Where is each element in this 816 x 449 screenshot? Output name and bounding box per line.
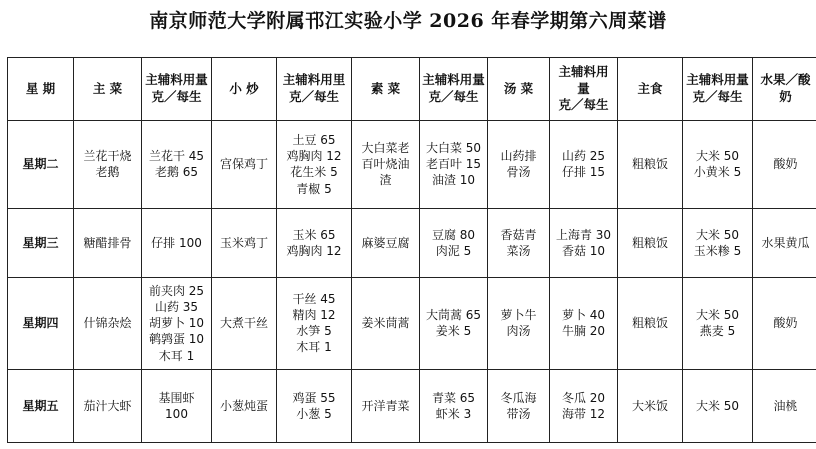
cell-text: 仔排 100 xyxy=(151,235,202,250)
cell-soup xyxy=(488,208,550,277)
cell-text: 老鹅 65 xyxy=(154,165,199,180)
cell-main-dish xyxy=(74,277,142,369)
cell-text: 酸奶 xyxy=(773,316,798,331)
cell-text: 老鹅 xyxy=(95,165,120,180)
cell-text: 老百叶 15 xyxy=(425,157,482,172)
cell-text: 前夹肉 25 xyxy=(148,283,205,298)
header-line: 星 期 xyxy=(25,80,56,96)
cell-text: 星期三 xyxy=(22,235,59,250)
cell-text: 开洋青菜 xyxy=(361,398,410,413)
cell-text: 百叶烧油 xyxy=(361,157,410,172)
cell-main-ingredients xyxy=(142,369,212,442)
cell-text: 茄汁大虾 xyxy=(83,398,132,413)
cell-text: 麻婆豆腐 xyxy=(361,235,410,250)
cell-stir-fry xyxy=(212,277,277,369)
cell-text: 水笋 5 xyxy=(296,324,332,339)
header-cell xyxy=(352,58,420,121)
cell-text: 木耳 1 xyxy=(158,348,195,363)
cell-text: 肉汤 xyxy=(506,324,531,339)
cell-text: 菜汤 xyxy=(506,243,531,258)
cell-veg-dish xyxy=(352,208,420,277)
cell-staple-ingredients xyxy=(683,121,753,209)
cell-text: 油渣 10 xyxy=(431,173,476,188)
cell-text: 玉米 65 xyxy=(292,227,336,242)
cell-main-dish xyxy=(74,369,142,442)
header-line: 主食 xyxy=(637,80,663,96)
cell-main-ingredients xyxy=(142,208,212,277)
header-line: 水果／酸 xyxy=(760,72,811,88)
cell-text: 肉泥 5 xyxy=(435,243,472,258)
cell-text: 山药排 xyxy=(500,149,537,164)
header-line: 克／每生 xyxy=(151,89,202,104)
cell-main-dish xyxy=(74,208,142,277)
header-line: 素 菜 xyxy=(370,80,401,96)
cell-soup xyxy=(488,369,550,442)
header-cell xyxy=(550,58,618,121)
cell-soup xyxy=(488,121,550,209)
cell-soup-ingredients xyxy=(550,369,618,442)
cell-text: 香菇 10 xyxy=(561,243,606,258)
cell-text: 青菜 65 xyxy=(431,390,476,405)
cell-text: 鸡蛋 55 xyxy=(292,390,336,405)
header-line: 汤 菜 xyxy=(503,80,534,96)
cell-staple-ingredients xyxy=(683,277,753,369)
cell-staple xyxy=(618,277,683,369)
header-line: 主辅料用里 xyxy=(282,72,346,88)
cell-veg-dish xyxy=(352,369,420,442)
header-line: 主辅料用 xyxy=(558,63,609,79)
cell-veg-ingredients xyxy=(420,121,488,209)
cell-text: 大米 50 xyxy=(695,308,740,323)
cell-text: 木耳 1 xyxy=(296,340,332,355)
cell-text: 小黄米 5 xyxy=(693,165,742,180)
header-line: 奶 xyxy=(779,89,792,104)
cell-stir-fry xyxy=(212,208,277,277)
cell-text: 糖醋排骨 xyxy=(83,235,132,250)
cell-day xyxy=(8,121,74,209)
header-cell xyxy=(420,58,488,121)
cell-main-ingredients xyxy=(142,121,212,209)
cell-text: 鸡胸肉 12 xyxy=(286,149,342,164)
header-line: 克／每生 xyxy=(558,97,609,113)
cell-stir-fry-ingredients xyxy=(277,277,352,369)
cell-text: 花生米 5 xyxy=(290,165,338,180)
cell-text: 燕麦 5 xyxy=(699,324,736,339)
page-title: 南京师范大学附属邗江实验小学 2026 年春学期第六周菜谱 xyxy=(149,10,667,32)
cell-text: 100 xyxy=(165,406,188,421)
cell-text: 鹌鹑蛋 10 xyxy=(148,332,205,347)
cell-stir-fry xyxy=(212,121,277,209)
cell-text: 油桃 xyxy=(773,398,798,413)
cell-text: 小葱炖蛋 xyxy=(219,398,268,413)
table-row xyxy=(8,121,816,209)
cell-text: 玉米糁 5 xyxy=(693,243,742,258)
header-cell xyxy=(212,58,277,121)
header-row xyxy=(8,58,816,121)
cell-veg-ingredients xyxy=(420,369,488,442)
cell-text: 虾米 3 xyxy=(435,406,472,421)
cell-staple-ingredients xyxy=(683,369,753,442)
cell-text: 什锦杂烩 xyxy=(83,316,132,331)
cell-text: 冬瓜海 xyxy=(500,390,537,405)
cell-fruit-yogurt xyxy=(753,277,816,369)
cell-text: 星期五 xyxy=(22,398,59,413)
cell-day xyxy=(8,208,74,277)
header-cell xyxy=(142,58,212,121)
cell-stir-fry-ingredients xyxy=(277,121,352,209)
header-cell xyxy=(488,58,550,121)
header-line: 克／每生 xyxy=(288,89,339,104)
cell-text: 兰花干 45 xyxy=(148,149,205,164)
cell-text: 粗粮饭 xyxy=(631,316,668,331)
cell-staple-ingredients xyxy=(683,208,753,277)
cell-text: 牛腩 20 xyxy=(561,324,606,339)
cell-soup-ingredients xyxy=(550,121,618,209)
table-row xyxy=(8,277,816,369)
cell-soup xyxy=(488,277,550,369)
cell-text: 萝卜牛 xyxy=(500,308,537,323)
cell-text: 骨汤 xyxy=(506,165,531,180)
cell-soup-ingredients xyxy=(550,208,618,277)
cell-text: 山药 35 xyxy=(154,299,199,314)
menu-body xyxy=(8,121,816,443)
table-row xyxy=(8,208,816,277)
cell-text: 水果黄瓜 xyxy=(761,235,810,250)
cell-main-dish xyxy=(74,121,142,209)
cell-text: 大米 50 xyxy=(695,149,740,164)
cell-text: 宫保鸡丁 xyxy=(219,157,268,172)
cell-text: 兰花干烧 xyxy=(83,149,132,164)
cell-text: 酸奶 xyxy=(773,157,798,172)
cell-veg-dish xyxy=(352,277,420,369)
cell-text: 大米饭 xyxy=(631,398,668,413)
cell-text: 干丝 45 xyxy=(292,291,336,306)
header-cell xyxy=(753,58,816,121)
header-cell xyxy=(618,58,683,121)
cell-text: 冬瓜 20 xyxy=(561,390,606,405)
cell-text: 大茼蒿 65 xyxy=(425,308,482,323)
header-line: 主 菜 xyxy=(92,80,123,96)
header-cell xyxy=(8,58,74,121)
header-line: 克／每生 xyxy=(692,89,743,104)
cell-stir-fry-ingredients xyxy=(277,208,352,277)
cell-staple xyxy=(618,121,683,209)
cell-stir-fry-ingredients xyxy=(277,369,352,442)
header-line: 量 xyxy=(577,80,590,96)
cell-text: 玉米鸡丁 xyxy=(219,235,268,250)
cell-text: 豆腐 80 xyxy=(431,227,476,242)
cell-text: 海带 12 xyxy=(561,406,606,421)
cell-text: 大米 50 xyxy=(695,227,740,242)
header-cell xyxy=(74,58,142,121)
header-line: 克／每生 xyxy=(428,89,479,104)
cell-text: 小葱 5 xyxy=(296,406,332,421)
header-line: 主辅料用量 xyxy=(686,72,749,88)
cell-text: 渣 xyxy=(379,173,392,188)
cell-text: 大煮干丝 xyxy=(219,316,268,331)
cell-stir-fry xyxy=(212,369,277,442)
cell-text: 鸡胸肉 12 xyxy=(286,243,342,258)
cell-text: 大白菜 50 xyxy=(425,141,482,156)
header-cell xyxy=(683,58,753,121)
cell-text: 大米 50 xyxy=(695,398,740,413)
cell-text: 粗粮饭 xyxy=(631,157,668,172)
header-line: 小 炒 xyxy=(229,80,259,96)
cell-text: 土豆 65 xyxy=(292,132,336,147)
cell-fruit-yogurt xyxy=(753,121,816,209)
cell-day xyxy=(8,369,74,442)
cell-fruit-yogurt xyxy=(753,369,816,442)
cell-veg-dish xyxy=(352,121,420,209)
header-line: 主辅料用量 xyxy=(145,72,208,88)
cell-staple xyxy=(618,208,683,277)
cell-veg-ingredients xyxy=(420,277,488,369)
header-line: 主辅料用量 xyxy=(422,72,485,88)
cell-text: 星期四 xyxy=(22,316,59,331)
cell-text: 姜米茼蒿 xyxy=(361,316,410,331)
table-row xyxy=(8,369,816,442)
cell-text: 青椒 5 xyxy=(296,181,332,196)
cell-staple xyxy=(618,369,683,442)
cell-veg-ingredients xyxy=(420,208,488,277)
cell-text: 胡萝卜 10 xyxy=(148,316,205,331)
cell-text: 大白菜老 xyxy=(361,141,410,156)
cell-fruit-yogurt xyxy=(753,208,816,277)
cell-main-ingredients xyxy=(142,277,212,369)
cell-soup-ingredients xyxy=(550,277,618,369)
cell-text: 粗粮饭 xyxy=(631,235,668,250)
cell-text: 山药 25 xyxy=(561,149,606,164)
cell-text: 基围虾 xyxy=(158,390,195,405)
header-cell xyxy=(277,58,352,121)
cell-text: 萝卜 40 xyxy=(561,308,606,323)
cell-text: 上海青 30 xyxy=(555,227,612,242)
cell-day xyxy=(8,277,74,369)
cell-text: 星期二 xyxy=(22,157,59,172)
cell-text: 精肉 12 xyxy=(292,308,336,323)
cell-text: 仔排 15 xyxy=(561,165,606,180)
cell-text: 香菇青 xyxy=(500,227,537,242)
menu-table xyxy=(7,57,816,443)
cell-text: 带汤 xyxy=(506,406,531,421)
cell-text: 姜米 5 xyxy=(435,324,472,339)
